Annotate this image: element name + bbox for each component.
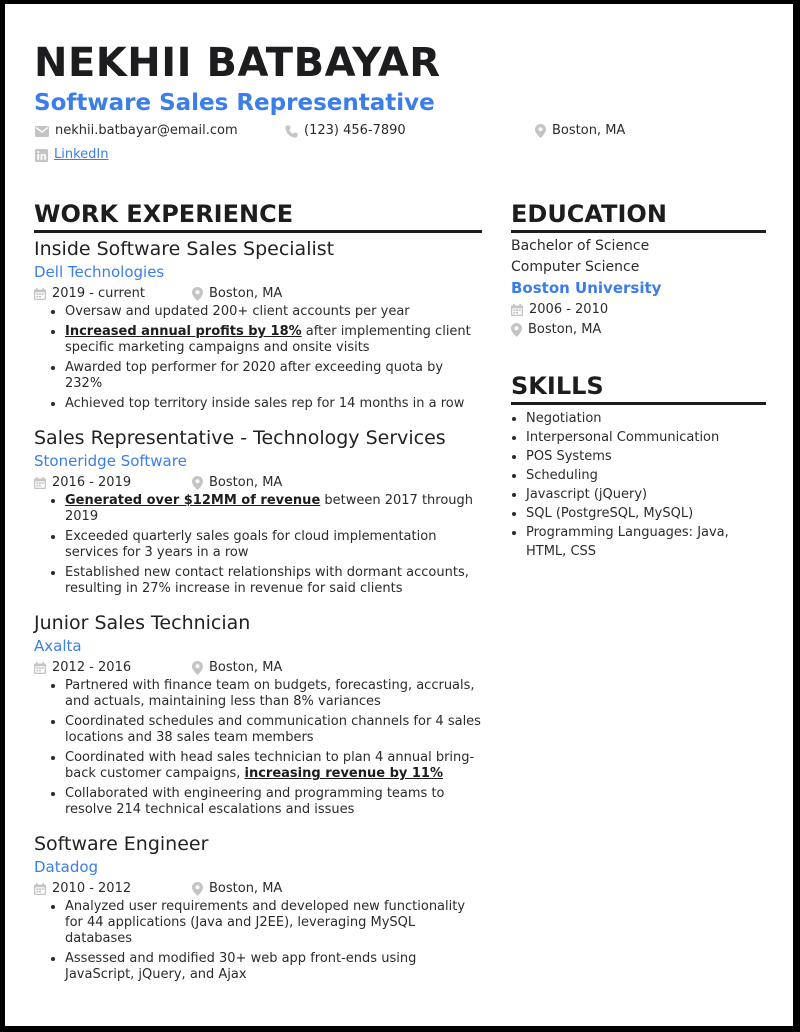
bullet-text: Exceeded quarterly sales goals for cloud implementation services for 3 years in a row [65,529,437,560]
job-dates-text: 2016 - 2019 [52,475,132,490]
candidate-title: Software Sales Representative [34,90,435,116]
job-dates [34,880,192,898]
location-text: Boston, MA [552,123,626,138]
jobs-list [34,237,482,983]
contact-location [535,122,625,140]
bullet-text: Coordinated schedules and communication channels for 4 sales locations and 38 sales team members [65,714,481,745]
bullet-text: after implementing client specific marketing campaigns and onsite visits [65,324,471,355]
work-experience-section [34,199,482,997]
map-pin-icon [192,882,203,896]
envelope-icon [35,126,49,137]
skills-list [511,409,766,561]
skill-item: • Programming Languages: Java, HTML, CSS [526,523,766,561]
job-bullet [65,304,482,320]
work-experience-heading: WORK EXPERIENCE [34,199,482,233]
company-name: Dell Technologies [34,263,165,281]
bullet-text: Collaborated with engineering and programming teams to resolve 214 technical escalations and issues [65,786,445,817]
job-entry [34,426,482,597]
job-dates-text: 2012 - 2016 [52,660,132,675]
job-location [192,659,282,677]
contact-email [35,122,238,140]
job-bullets [34,678,482,818]
map-pin-icon [192,661,203,675]
education-dates-text: 2006 - 2010 [529,302,609,317]
job-bullet [65,786,482,818]
email-text: nekhii.batbayar@email.com [55,123,238,138]
contact-linkedin [35,146,108,164]
job-meta [34,659,482,677]
job-bullet [65,396,482,412]
calendar-icon [34,883,46,895]
job-bullet [65,951,482,983]
job-bullet [65,678,482,710]
map-pin-icon [535,124,546,138]
calendar-icon [511,304,523,316]
bullet-text: Oversaw and updated 200+ client accounts per year [65,304,410,319]
linkedin-icon [35,149,48,162]
bullet-text: Assessed and modified 30+ web app front-ends using JavaScript, jQuery, and Ajax [65,951,417,982]
job-dates-text: 2019 - current [52,286,145,301]
job-bullets [34,899,482,983]
resume-page [5,4,793,1026]
bullet-text: Awarded top performer for 2020 after exceeding quota by 232% [65,360,444,391]
job-title: Sales Representative - Technology Services [34,427,446,449]
job-title: Inside Software Sales Specialist [34,238,335,260]
education-section [511,199,766,339]
job-bullet [65,714,482,746]
skill-item: • Negotiation [526,409,766,428]
job-dates [34,285,192,303]
job-location-text: Boston, MA [209,660,283,675]
company-name: Axalta [34,637,82,655]
skills-heading: SKILLS [511,371,766,405]
school-name: Boston University [511,279,662,297]
bullet-highlight: Increased annual profits by 18% [65,324,302,339]
map-pin-icon [511,323,522,337]
job-meta [34,474,482,492]
job-bullet [65,750,482,782]
linkedin-link[interactable]: LinkedIn [54,147,109,162]
bullet-text: Analyzed user requirements and developed new functionality for 44 applications (Java and J2EE), leveraging MySQL databases [65,899,466,946]
degree: Bachelor of Science [511,238,650,254]
calendar-icon [34,477,46,489]
job-title: Software Engineer [34,833,209,855]
education-location [511,321,766,339]
field-of-study: Computer Science [511,259,640,275]
phone-text: (123) 456-7890 [304,123,406,138]
skills-section [511,371,766,561]
job-entry [34,237,482,412]
job-bullet [65,493,482,525]
company-name: Stoneridge Software [34,452,187,470]
job-location-text: Boston, MA [209,286,283,301]
calendar-icon [34,288,46,300]
job-bullet [65,899,482,947]
job-location [192,474,282,492]
phone-icon [285,125,298,138]
job-meta [34,880,482,898]
map-pin-icon [192,287,203,301]
bullet-highlight: Generated over $12MM of revenue [65,493,321,508]
job-location [192,880,282,898]
education-dates [511,301,766,319]
map-pin-icon [192,476,203,490]
job-dates-text: 2010 - 2012 [52,881,132,896]
job-meta [34,285,482,303]
skill-item: • Javascript (jQuery) [526,485,766,504]
job-location-text: Boston, MA [209,475,283,490]
education-heading: EDUCATION [511,199,766,233]
bullet-text: Coordinated with head sales technician to plan 4 annual bring-back customer campaigns, [65,750,475,781]
bullet-text: Achieved top territory inside sales rep for 14 months in a row [65,396,465,411]
job-title: Junior Sales Technician [34,612,251,634]
skill-item: • Scheduling [526,466,766,485]
skill-item: • Interpersonal Communication [526,428,766,447]
job-entry [34,832,482,983]
skill-item: • POS Systems [526,447,766,466]
job-bullet [65,529,482,561]
job-dates [34,659,192,677]
candidate-name: NEKHII BATBAYAR [34,40,441,86]
job-location-text: Boston, MA [209,881,283,896]
job-bullet [65,324,482,356]
bullet-text: Established new contact relationships with dormant accounts, resulting in 27% increase in revenue for said clients [65,565,469,596]
education-location-text: Boston, MA [528,322,602,337]
calendar-icon [34,662,46,674]
job-location [192,285,282,303]
job-bullets [34,493,482,597]
job-dates [34,474,192,492]
bullet-text: Partnered with finance team on budgets, forecasting, accruals, and actuals, maintaining less than 8% variances [65,678,475,709]
company-name: Datadog [34,858,99,876]
skill-item: • SQL (PostgreSQL, MySQL) [526,504,766,523]
contact-phone [285,122,406,140]
bullet-highlight: increasing revenue by 11% [244,766,444,781]
job-bullet [65,360,482,392]
job-bullets [34,304,482,412]
bullet-text: between 2017 through 2019 [65,493,474,524]
job-entry [34,611,482,818]
job-bullet [65,565,482,597]
